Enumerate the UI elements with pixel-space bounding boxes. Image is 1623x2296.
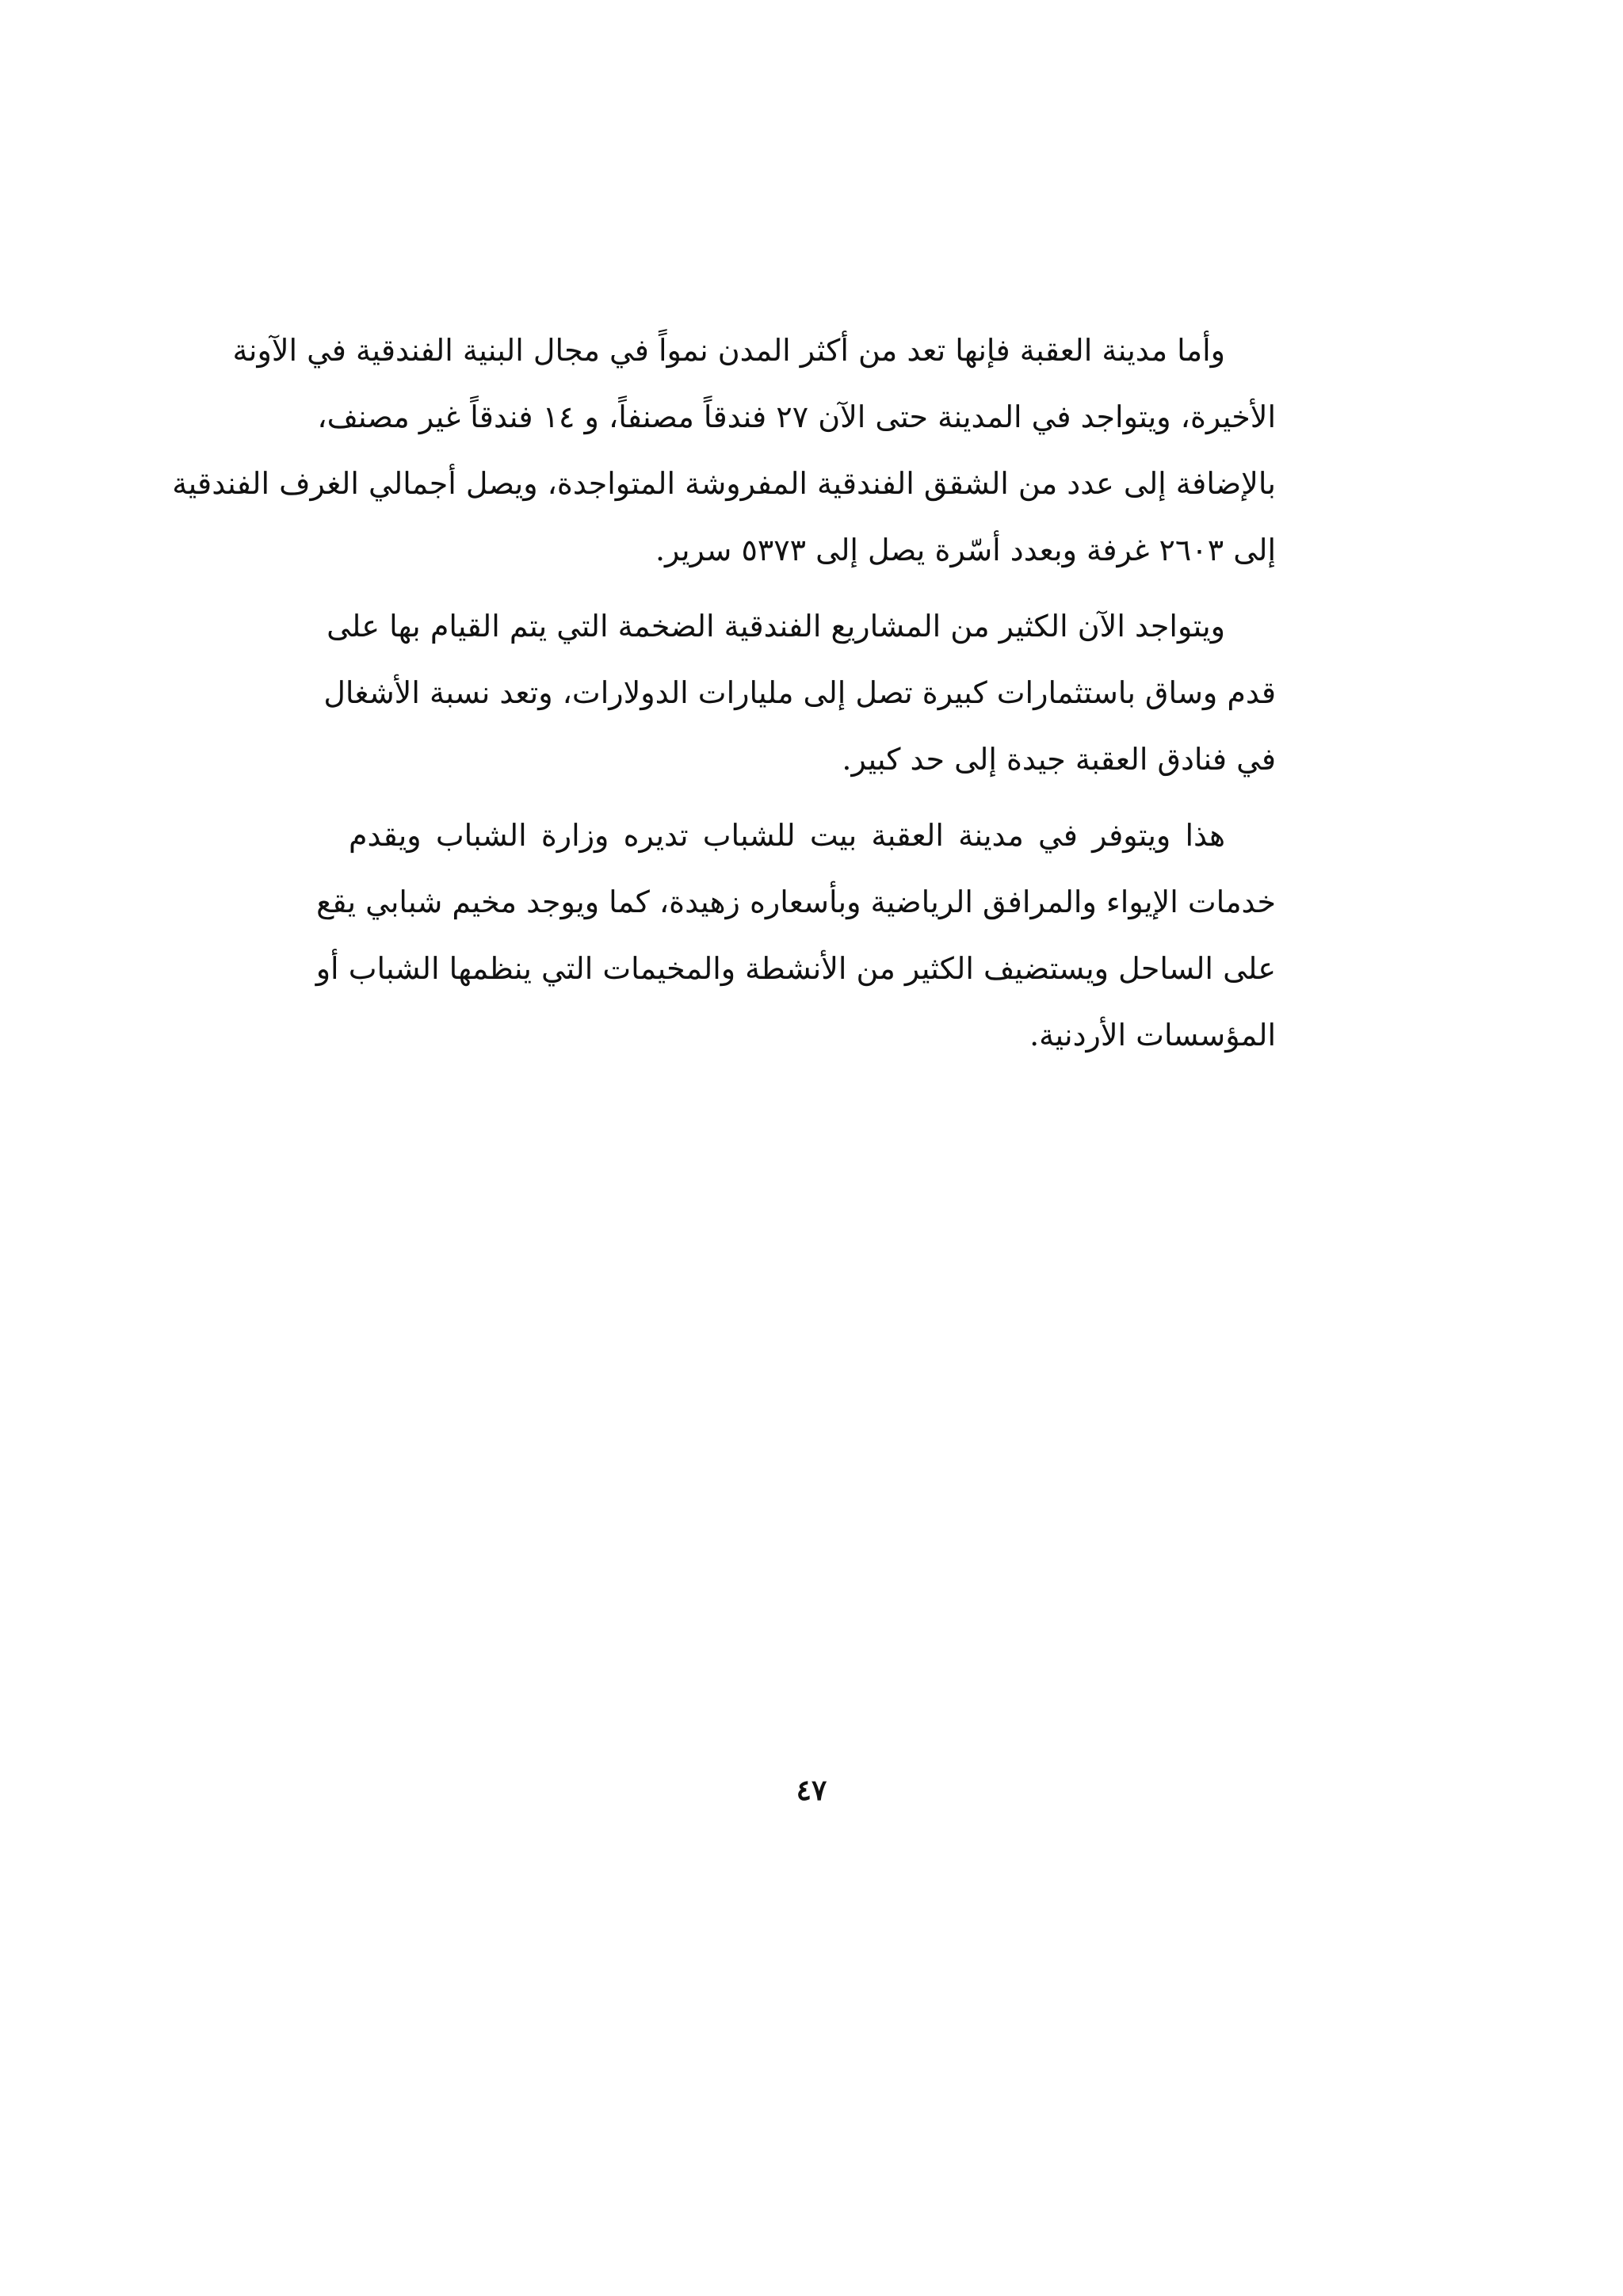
body-text: [172, 317, 1276, 1078]
text-line: المؤسسات الأردنية.: [1029, 1018, 1276, 1052]
paragraph-youth-hostel: [315, 802, 1276, 1068]
text-line: في فنادق العقبة جيدة إلى حد كبير.: [842, 742, 1276, 777]
text-line: خدمات الإيواء والمرافق الرياضية وبأسعاره زهيدة، كما ويوجد مخيم شبابي يقع: [316, 884, 1276, 919]
text-line: بالإضافة إلى عدد من الشقق الفندقية المفروشة المتواجدة، ويصل أجمالي الغرف الفندقية: [172, 466, 1276, 501]
text-line: وأما مدينة العقبة فإنها تعد من أكثر المدن نمواً في مجال البنية الفندقية في الآونة: [232, 333, 1225, 368]
paragraph-hotel-infrastructure: [172, 317, 1276, 583]
paragraph-hotel-projects: [323, 593, 1276, 793]
text-line: هذا ويتوفر في مدينة العقبة بيت للشباب تديره وزارة الشباب ويقدم: [349, 818, 1225, 853]
text-line: على الساحل ويستضيف الكثير من الأنشطة والمخيمات التي ينظمها الشباب أو: [315, 951, 1276, 986]
text-line: إلى ٢٦٠٣ غرفة وبعدد أسّرة يصل إلى ٥٣٧٣ سرير.: [655, 533, 1276, 567]
text-line: الأخيرة، ويتواجد في المدينة حتى الآن ٢٧ فندقاً مصنفاً، و ١٤ فندقاً غير مصنف،: [317, 399, 1276, 434]
text-line: ويتواجد الآن الكثير من المشاريع الفندقية الضخمة التي يتم القيام بها على: [327, 609, 1225, 644]
text-line: قدم وساق باستثمارات كبيرة تصل إلى مليارات الدولارات، وتعد نسبة الأشغال: [323, 675, 1276, 710]
page-number: ٤٧: [796, 1774, 827, 1807]
